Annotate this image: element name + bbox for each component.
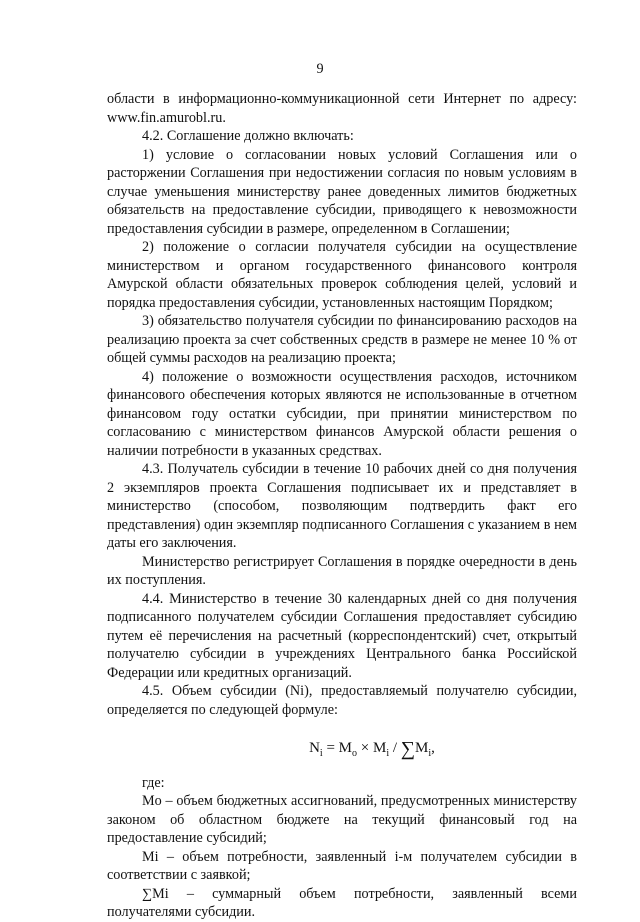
sum-symbol: ∑ (400, 738, 416, 760)
paragraph: области в информационно-коммуникационной сети Интернет по адресу: www.fin.amurobl.ru. (107, 91, 577, 126)
paragraph: 4.5. Объем субсидии (Ni), предоставляемый получателю субсидии, определяется по следующей формуле: (107, 683, 577, 718)
formula-m0-sub: o (352, 748, 358, 759)
formula-smi: M (415, 740, 429, 756)
formula-smi-sub: i (428, 748, 432, 759)
formula-mi-sub: i (386, 748, 390, 759)
paragraph: Министерство регистрирует Соглашения в порядке очередности в день их поступления. (107, 553, 577, 588)
formula-mi: M (372, 740, 387, 756)
formula-times: × (357, 740, 373, 756)
subsidy-formula (107, 739, 577, 764)
section-heading: 4.2. Соглашение должно включать: (142, 128, 354, 144)
definitions-heading: где: (142, 774, 165, 791)
formula-eq: = (322, 740, 339, 756)
list-item: 2) положение о согласии получателя субсидии на осуществление министерством и органом государственного финансового контроля Амурской области обязательных проверок соблюдения целей, условий и порядка предоставления субсидии, установленных настоящим Порядком; (107, 239, 577, 311)
paragraph: 4.3. Получатель субсидии в течение 10 рабочих дней со дня получения 2 экземпляров проекта Соглашения подписывает их и представляет в министерство (способом, позволяющим подтвердить факт его представления) один экземпляр подписанного Соглашения с указанием в нем даты его заключения. (107, 461, 577, 551)
paragraph: 4.4. Министерство в течение 30 календарных дней со дня получения подписанного получателем субсидии Соглашения предоставляет субсидию путем её перечисления на расчетный (корреспондентский) счет, открытый получателю субсидии в учреждениях Центрального банка Российской Федерации или кредитных организаций. (107, 590, 577, 681)
list-item: 1) условие о согласовании новых условий Соглашения или о расторжении Соглашения при недостижении согласия по новым условиям в случае уменьшения министерству ранее доведенных лимитов бюджетных обязательств на предоставление субсидии, приводящего к невозможности предоставления субсидии в размере, определенном в Соглашении; (107, 146, 577, 237)
list-item: 3) обязательство получателя субсидии по финансированию расходов на реализацию проекта за счет собственных средств в размере не менее 10 % от общей суммы расходов на реализацию проекта; (107, 313, 577, 366)
formula-end: , (431, 740, 435, 756)
definition-item: Mо – объем бюджетных ассигнований, предусмотренных министерству законом об областном бюджете на текущий финансовый год на предоставление субсидий; (107, 793, 577, 846)
definition-item: ∑Mi – суммарный объем потребности, заявленный всеми получателями субсидии. (107, 885, 577, 920)
formula-lhs: N (309, 740, 320, 756)
definition-item: Mi – объем потребности, заявленный i-м получателем субсидии в соответствии с заявкой; (107, 848, 577, 883)
formula-div: / (389, 740, 401, 756)
list-item: 4) положение о возможности осуществления расходов, источником финансового обеспечения которых являются не использованные в отчетном финансовом году остатки субсидии, при принятии министерством по согласованию с министерством финансов Амурской области решения о наличии потребности в указанных средствах. (107, 368, 577, 459)
document-body (107, 90, 577, 922)
page-number: 9 (316, 61, 324, 77)
formula-lhs-sub: i (319, 748, 323, 759)
formula-m0: M (338, 740, 353, 756)
